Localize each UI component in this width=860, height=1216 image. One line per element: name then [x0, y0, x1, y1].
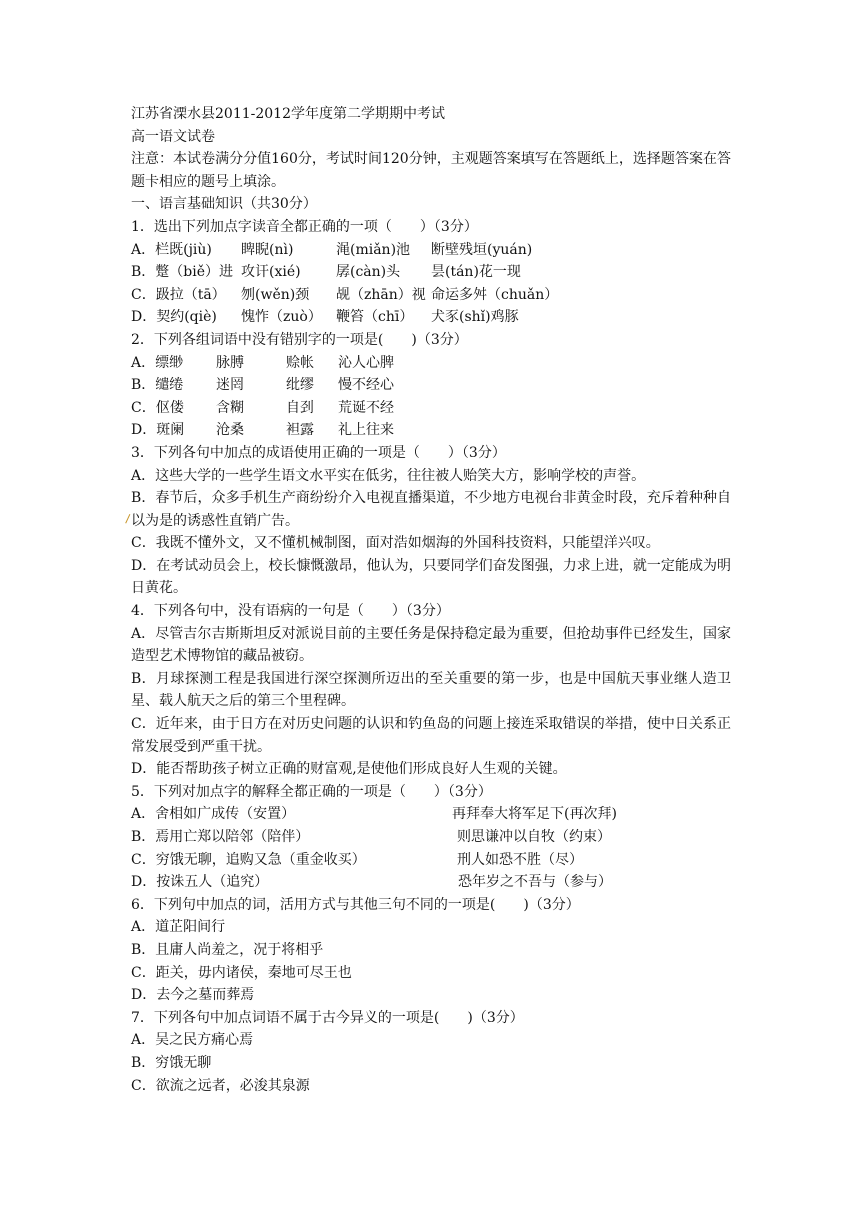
- option-item: 愧怍（zuò）: [241, 309, 322, 326]
- question-3-option-b: B．春节后，众多手机生产商纷纷介入电视直播渠道，不少地方电视台非黄金时段，充斥着种种自以为是的诱惑性直销广告。: [131, 490, 731, 529]
- question-7-stem: 7．下列各句中加点词语不属于古今异义的一项是( )（3分）: [131, 1009, 524, 1026]
- question-1-option-a: [131, 239, 731, 262]
- question-6-stem: 6．下列句中加点的词，活用方式与其他三句不同的一项是( )（3分）: [131, 896, 580, 913]
- question-2-option-d: [131, 419, 731, 442]
- option-item: 命运多舛（chuǎn）: [431, 286, 559, 303]
- option-item: B．焉用亡郑以陪邻（陪伴）: [131, 829, 310, 845]
- option-item: 再拜奉大将军足下(再次拜): [452, 806, 617, 823]
- question-1-option-c: [131, 284, 731, 307]
- question-5-stem: 5．下列对加点字的解释全都正确的一项是（ ）（3分）: [131, 783, 492, 800]
- option-item: 孱(càn)头: [336, 264, 401, 281]
- question-3-option-a: A．这些大学的一些学生语文水平实在低劣，往往被人贻笑大方，影响学校的声誉。: [131, 467, 646, 484]
- option-item: 赊帐: [286, 354, 314, 371]
- option-item: 觇（zhān）视: [336, 286, 426, 303]
- question-6-option-d: D．去今之墓而葬焉: [131, 987, 255, 1004]
- exam-content: [131, 103, 731, 1097]
- option-item: C．趿拉（tā）: [131, 286, 226, 303]
- question-7-option-a: A．吴之民方痛心焉: [131, 1032, 254, 1049]
- question-4-option-a: A．尽管吉尔吉斯斯坦反对派说目前的主要任务是保持稳定最为重要，但抢劫事件已经发生，国家造型艺术博物馆的藏品被窃。: [131, 625, 731, 665]
- question-3-stem: 3．下列各句中加点的成语使用正确的一项是（ ）（3分）: [131, 444, 506, 461]
- option-item: 沁人心脾: [338, 354, 394, 371]
- option-item: A．缥缈: [131, 354, 184, 371]
- question-4-option-c: C．近年来，由于日方在对历史问题的认识和钓鱼岛的问题上接连采取错误的举措，使中日关系正常发展受到严重干扰。: [131, 716, 731, 755]
- option-item: B．蹩（biě）进: [131, 264, 234, 281]
- option-item: B．缱绻: [131, 377, 184, 394]
- option-item: 攻讦(xié): [241, 264, 301, 281]
- option-item: C．伛偻: [131, 399, 184, 416]
- option-item: 纰缪: [286, 377, 314, 394]
- option-item: 刎(wěn)颈: [241, 286, 310, 303]
- question-2-option-a: [131, 352, 731, 375]
- option-item: 自刭: [286, 399, 314, 416]
- question-5-option-c: [131, 849, 731, 872]
- option-item: 慢不经心: [338, 377, 394, 394]
- question-6-option-b: B．且庸人尚羞之，况于将相乎: [131, 941, 324, 958]
- question-6-option-a: A．道芷阳间行: [131, 919, 226, 936]
- option-item: A．舍相如广成传（安置）: [131, 806, 296, 823]
- question-1-option-b: [131, 261, 731, 284]
- question-5-option-d: [131, 871, 731, 894]
- question-3-option-d: D．在考试动员会上，校长慷慨激昂，他认为，只要同学们奋发图强，力求上进，就一定能成为明日黄花。: [131, 557, 731, 597]
- option-item: 鞭笞（chī）: [336, 309, 414, 326]
- option-item: 犬豕(shǐ)鸡豚: [431, 309, 519, 326]
- option-item: 恐年岁之不吾与（参与）: [458, 874, 612, 891]
- option-item: 刑人如恐不胜（尽）: [457, 851, 583, 868]
- question-5-option-a: [131, 803, 731, 826]
- section-heading: 一、语言基础知识（共30分）: [131, 196, 317, 213]
- question-4-stem: 4．下列各句中，没有语病的一句是（ ）（3分）: [131, 603, 450, 620]
- question-5-option-b: [131, 826, 731, 849]
- exam-title: 江苏省溧水县2011-2012学年度第二学期期中考试: [131, 106, 445, 122]
- option-item: 睥睨(nì): [241, 241, 294, 258]
- option-item: C．穷饿无聊，追购又急（重金收买）: [131, 851, 366, 868]
- question-2-option-b: [131, 374, 731, 397]
- exam-subtitle: 高一语文试卷: [131, 128, 215, 145]
- option-item: 荒诞不经: [338, 399, 394, 416]
- exam-notice: 注意：本试卷满分分值160分，考试时间120分钟，主观题答案填写在答题纸上，选择题答案在答题卡相应的题号上填涂。: [131, 151, 731, 190]
- option-item: D．斑阑: [131, 422, 185, 439]
- option-item: 则思谦冲以自牧（约束）: [457, 829, 611, 845]
- option-item: 迷罔: [216, 377, 244, 394]
- option-item: 礼上往来: [338, 422, 394, 439]
- option-item: 昙(tán)花一现: [431, 264, 521, 281]
- question-2-option-c: [131, 397, 731, 420]
- option-item: 沧桑: [216, 422, 244, 439]
- option-item: 断壁残垣(yuán): [431, 241, 533, 258]
- option-item: 脉膊: [216, 354, 244, 371]
- question-1-stem: 1．选出下列加点字读音全都正确的一项（ ）（3分）: [131, 218, 478, 235]
- question-3-option-c: C．我既不懂外文，又不懂机械制图，面对浩如烟海的外国科技资料，只能望洋兴叹。: [131, 535, 660, 552]
- question-6-option-c: C．距关，毋内诸侯，秦地可尽王也: [131, 964, 352, 981]
- question-1-option-d: [131, 306, 731, 329]
- question-7-option-b: B．穷饿无聊: [131, 1054, 212, 1071]
- option-item: D．契约(qiè): [131, 309, 217, 326]
- question-4-option-b: B．月球探测工程是我国进行深空探测所迈出的至关重要的第一步，也是中国航天事业继人造卫星、载人航天之后的第三个里程碑。: [131, 670, 731, 710]
- question-2-stem: 2．下列各组词语中没有错别字的一项是( )（3分）: [131, 331, 468, 348]
- option-item: A．栏既(jiù): [131, 241, 212, 258]
- option-item: D．按诛五人（追究）: [131, 874, 269, 891]
- option-item: 含糊: [216, 399, 244, 416]
- option-item: 渑(miǎn)池: [336, 241, 411, 258]
- option-item: 袒露: [286, 422, 314, 439]
- question-4-option-d: D．能否帮助孩子树立正确的财富观,是使他们形成良好人生观的关键。: [131, 761, 567, 778]
- question-7-option-c: C．欲流之远者，必浚其泉源: [131, 1077, 310, 1094]
